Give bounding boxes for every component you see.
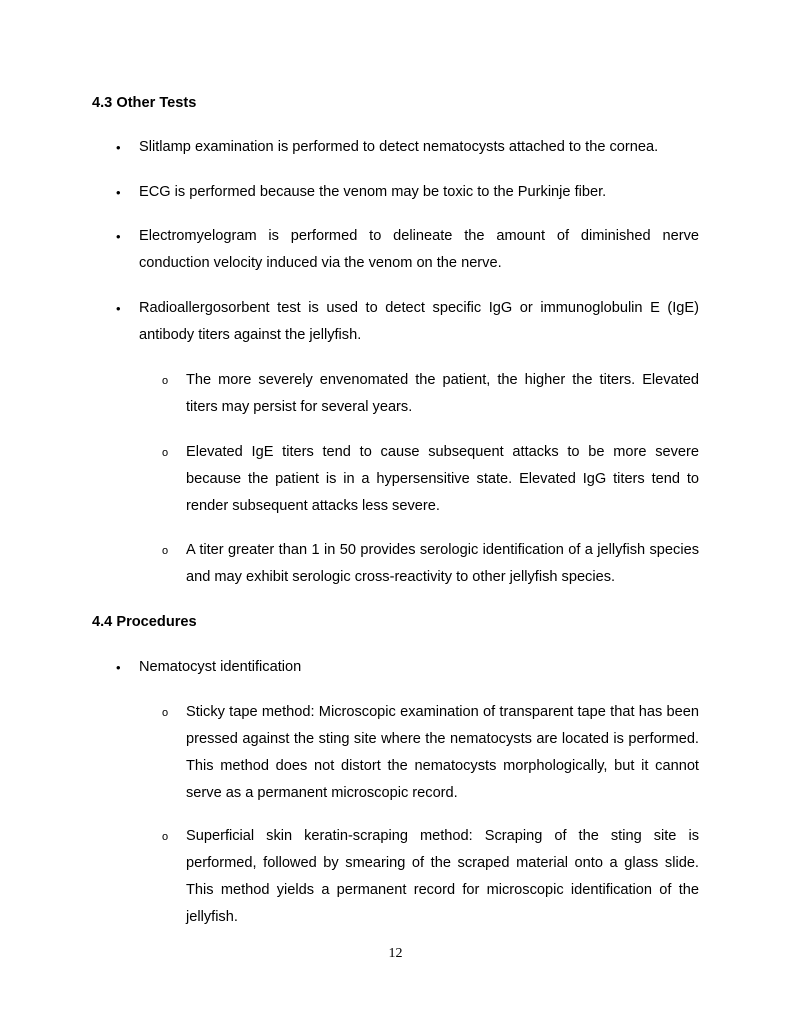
bullet-marker: • (116, 140, 121, 155)
list-item: Nematocyst identification (139, 659, 302, 675)
section-heading-procedures: 4.4 Procedures (92, 614, 197, 630)
section-heading-other-tests: 4.3 Other Tests (92, 95, 197, 111)
list-item: Electromyelogram is performed to delineate the amount of diminished nerve conduction velocity induced via the venom on the nerve. (139, 228, 699, 271)
list-item: Radioallergosorbent test is used to detect specific IgG or immunoglobulin E (IgE) antibody titers against the jellyfish. (139, 300, 699, 343)
sub-list-item: A titer greater than 1 in 50 provides serologic identification of a jellyfish species and may exhibit serologic cross-reactivity to other jellyfish species. (186, 542, 699, 585)
list-item: ECG is performed because the venom may be toxic to the Purkinje fiber. (139, 184, 607, 200)
page-number: 12 (388, 946, 403, 961)
list-item: Slitlamp examination is performed to detect nematocysts attached to the cornea. (139, 139, 659, 155)
sub-list-item: Elevated IgE titers tend to cause subsequent attacks to be more severe because the patient is in a hypersensitive state. Elevated IgG titers tend to render subsequent attacks less severe. (186, 444, 699, 514)
sub-list-item: The more severely envenomated the patient, the higher the titers. Elevated titers may persist for several years. (186, 372, 699, 415)
sub-bullet-marker: o (162, 707, 169, 719)
sub-bullet-marker: o (162, 447, 169, 459)
sub-list-item: Superficial skin keratin-scraping method: Scraping of the sting site is performed, followed by smearing of the scraped material onto a glass slide. This method yields a permanent record for microscopic identification of the jellyfish. (186, 828, 699, 925)
sub-list-item: Sticky tape method: Microscopic examination of transparent tape that has been pressed against the sting site where the nematocysts are located is performed. This method does not distort the nematocysts morphologically, but it cannot serve as a permanent microscopic record. (186, 704, 699, 801)
bullet-marker: • (116, 229, 121, 244)
bullet-marker: • (116, 301, 121, 316)
sub-bullet-marker: o (162, 831, 169, 843)
bullet-marker: • (116, 660, 121, 675)
bullet-marker: • (116, 185, 121, 200)
sub-bullet-marker: o (162, 545, 169, 557)
sub-bullet-marker: o (162, 375, 169, 387)
